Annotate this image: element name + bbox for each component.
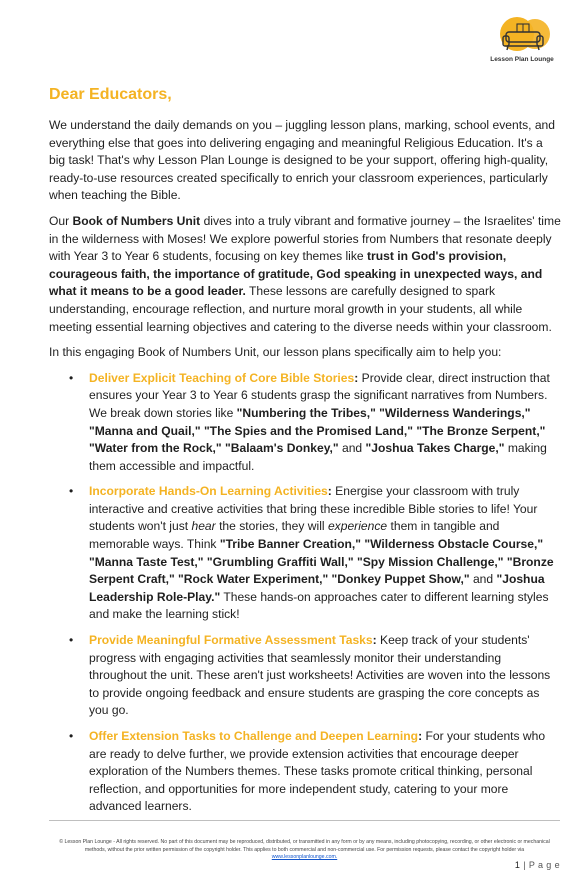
aim-intro: In this engaging Book of Numbers Unit, our lesson plans specifically aim to help you: [49, 345, 502, 360]
activity-list: "Tribe Banner Creation," "Wilderness Obstacle Course," "Manna Taste Test," "Grumbling Graffiti Wall," "Spy Mission Challenge," "Bronze Serpent Craft," "Rock Water Experiment," "Donkey Puppet Show," [89, 537, 554, 587]
bullet-text: them in tangible and memorable ways. Think [89, 519, 500, 552]
bullet-colon: : [372, 633, 377, 648]
unit-text-3: These lessons are carefully designed to spark understanding, encourage reflection, and nurture moral growth in your students, all while meeting essential learning objectives and catering to the diverse needs within your classroom. [49, 284, 552, 334]
bullet-text: making them accessible and impactful. [89, 441, 547, 473]
page-number [515, 860, 560, 870]
bullet-text: Keep track of your students' progress with engaging activities that seamlessly monitor their understanding throughout the unit. These aren't just worksheets! Activities are woven into the lessons to provide ongoing feedback and ensure students are grasping the core concepts as you go. [89, 633, 551, 718]
footer-divider [49, 820, 560, 821]
bullet-icon: • [69, 370, 74, 385]
intro-paragraph: We understand the daily demands on you – juggling lesson plans, marking, school events, and everything else that goes into delivering engaging and meaningful Religious Education. It's a big task! That's why Lesson Plan Lounge is designed to be your support, offering high-quality, ready-to-use resources created specifically to enrich your classroom experiences, particularly when teaching the Bible. [49, 118, 556, 203]
bullet-icon: • [69, 484, 74, 499]
bullet-text: These hands-on approaches cater to different learning styles and make the learning stick! [89, 589, 549, 622]
emphasis: experience [327, 519, 388, 534]
bullet-title: Offer Extension Tasks to Challenge and Deepen Learning [89, 729, 419, 743]
list-item [49, 632, 561, 720]
emphasis: hear [191, 519, 216, 534]
bullet-colon: : [418, 729, 423, 743]
list-item [49, 728, 561, 816]
page-number-value: 1 [514, 860, 521, 870]
aims-list [49, 370, 561, 816]
story-list: "Numbering the Tribes," "Wilderness Wanderings," "Manna and Quail," "The Spies and the Promised Land," "The Bronze Serpent," "Water from the Rock," "Balaam's Donkey," [89, 405, 546, 456]
story-list: "Joshua Takes Charge," [365, 441, 505, 456]
list-item [49, 483, 561, 624]
copyright-text: © Lesson Plan Lounge - All rights reserved. No part of this document may be reproduced, distributed, or transmitted in any form or by any means, including photocopying, recording, or other electronic or mechanical methods, without the prior written permission of the copyright holder. This applies to both commercial and non-commercial use. For permission requests, please contact the copyright holder via [59, 839, 550, 853]
bullet-colon: : [354, 370, 359, 385]
bullet-text: and [469, 572, 497, 587]
list-item [49, 370, 561, 476]
bullet-icon: • [69, 729, 74, 743]
unit-text-2: dives into a truly vibrant and formative journey – the Israelites' time in the wilderness with Moses! We explore powerful stories from Numbers that resonate deeply with Year 3 to Year 6 students, focusing on key themes like [49, 213, 561, 264]
unit-name: Book of Numbers Unit [72, 213, 201, 228]
greeting-heading: Dear Educators, [49, 86, 172, 103]
letter-body [49, 117, 561, 824]
bullet-title: Provide Meaningful Formative Assessment Tasks [89, 633, 373, 648]
bullet-text: Energise your classroom with truly interactive and creative activities that bring these incredible Bible stories to life! Your students won't just [89, 484, 538, 534]
unit-text-1: Our [49, 213, 73, 228]
unit-paragraph [49, 213, 561, 336]
bullet-title: Deliver Explicit Teaching of Core Bible Stories [89, 370, 355, 385]
logo-caption: Lesson Plan Lounge [490, 56, 554, 63]
bullet-icon: • [69, 633, 74, 648]
activity-list: "Joshua Leadership Role-Play." [89, 572, 545, 604]
bullet-text: and [338, 441, 366, 456]
bullet-text: For your students who are ready to delve further, we provide extension activities that encourage deeper exploration of the Numbers themes. These tasks promote critical thinking, personal reflection, and opportunities for more independent study, catering to your more advanced learners. [89, 729, 546, 814]
copyright-notice [49, 839, 560, 862]
website-link[interactable]: www.lessonplanlounge.com. [271, 854, 338, 860]
bullet-text: Provide clear, direct instruction that ensures your Year 3 to Year 6 students grasp the significant narratives from Numbers. We break down stories like [89, 370, 550, 420]
bullet-text: the stories, they will [215, 519, 328, 534]
bullet-title: Incorporate Hands-On Learning Activities [89, 484, 328, 499]
bullet-colon: : [327, 484, 332, 499]
unit-themes: trust in God's provision, courageous faith, the importance of gratitude, God speaking in unexpected ways, and what it means to be a good leader. [49, 249, 543, 299]
page-label: | P a g e [523, 860, 560, 870]
